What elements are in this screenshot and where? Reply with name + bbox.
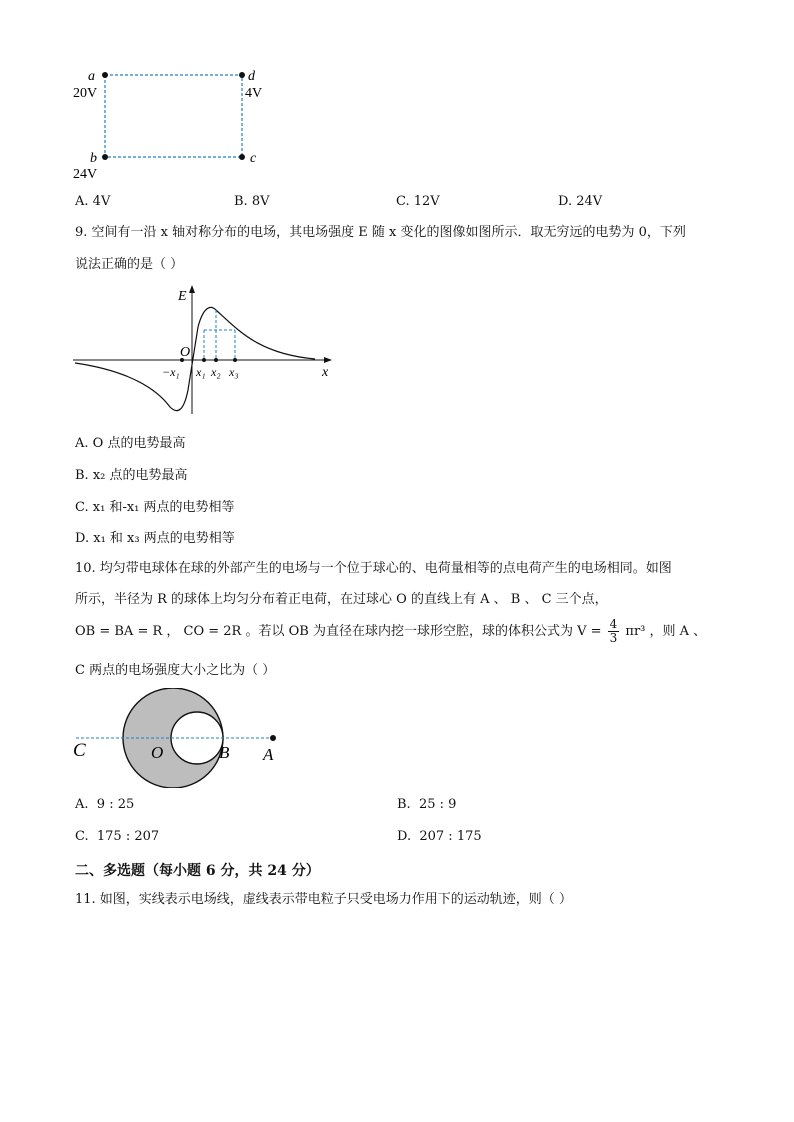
q10-label-C: C: [73, 740, 86, 761]
q9-point-x1: [202, 358, 206, 362]
q8-voltage-a: 20V: [73, 86, 98, 101]
q9-label-x1: x₁: [196, 365, 206, 379]
q8-label-a: a: [88, 69, 95, 84]
q9-label-x2: x₂: [211, 365, 221, 379]
q9-option-a[interactable]: A. O 点的电势最高: [75, 436, 186, 451]
q9-point-x3: [233, 358, 237, 362]
q8-option-b[interactable]: B. 8V: [234, 194, 270, 209]
q9-label-E: E: [178, 289, 187, 304]
q10-stem-line4: C 两点的电场强度大小之比为（ ）: [75, 663, 276, 678]
q10-stem-line3: [75, 618, 706, 645]
q9-label-O: O: [180, 345, 191, 360]
q10-fraction-numerator: 4: [609, 617, 618, 631]
q9-e-axis-arrow: [189, 285, 195, 293]
q9-option-b[interactable]: B. x₂ 点的电势最高: [75, 468, 188, 483]
q9-stem-line1: 9. 空间有一沿 x 轴对称分布的电场，其电场强度 E 随 x 变化的图像如图所示．取无穷远的电势为 0，下列: [75, 225, 686, 240]
q9-point-x2: [214, 358, 218, 362]
q9-e-curve: [75, 307, 315, 410]
q9-label-x3: x₃: [229, 365, 239, 379]
q10-point-A: [270, 735, 276, 741]
q8-point-c: [239, 154, 245, 160]
q10-stem-line3-part2: πr³ ，则 A 、: [625, 624, 707, 639]
q10-sphere-figure: [70, 688, 290, 788]
q10-stem-line3-part1: OB = BA = R ， CO = 2R 。若以 OB 为直径在球内挖一球形空腔，球的体积公式为 V =: [75, 624, 602, 639]
q10-fraction-denominator: 3: [609, 631, 618, 645]
q9-option-c[interactable]: C. x₁ 和-x₁ 两点的电势相等: [75, 500, 235, 515]
q8-option-a[interactable]: A. 4V: [75, 194, 111, 209]
q8-label-b: b: [90, 151, 97, 166]
q8-point-d: [239, 72, 245, 78]
q8-point-b: [102, 154, 108, 160]
q10-option-a[interactable]: A. 9 : 25: [75, 797, 135, 812]
q10-label-O: O: [151, 743, 164, 762]
q8-label-c: c: [250, 151, 257, 166]
q10-label-A: A: [263, 745, 274, 764]
q9-e-field-graph: [70, 282, 340, 422]
q10-option-b[interactable]: B. 25 : 9: [397, 797, 457, 812]
q10-option-c[interactable]: C. 175 : 207: [75, 829, 160, 844]
q9-option-d[interactable]: D. x₁ 和 x₃ 两点的电势相等: [75, 531, 235, 546]
q8-option-d[interactable]: D. 24V: [558, 194, 603, 209]
q8-option-c[interactable]: C. 12V: [396, 194, 440, 209]
q9-x-axis-arrow: [324, 357, 332, 363]
q10-stem-line1: 10. 均匀带电球体在球的外部产生的电场与一个位于球心的、电荷量相等的点电荷产生的电场相同。如图: [75, 561, 672, 576]
section-2-title: 二、多选题（每小题 6 分，共 24 分）: [75, 863, 320, 879]
q8-dashed-rectangle: [105, 75, 242, 157]
q8-point-a: [102, 72, 108, 78]
q9-stem-line2: 说法正确的是（ ）: [75, 257, 184, 272]
q8-rectangle-figure: [60, 60, 290, 190]
q8-voltage-b: 24V: [73, 167, 98, 182]
q8-voltage-d: 4V: [245, 86, 263, 101]
q10-label-B: B: [219, 743, 230, 762]
q8-label-d: d: [248, 69, 255, 84]
q9-label-neg-x1: −x₁: [162, 365, 180, 379]
q10-stem-line2: 所示，半径为 R 的球体上均匀分布着正电荷，在过球心 O 的直线上有 A 、 B 、 C 三个点，: [75, 592, 608, 607]
q10-option-d[interactable]: D. 207 : 175: [397, 829, 482, 844]
q10-fraction-4-3: [608, 618, 620, 645]
q11-stem: 11. 如图，实线表示电场线，虚线表示带电粒子只受电场力作用下的运动轨迹，则（ ）: [75, 892, 572, 907]
q9-label-x: x: [322, 365, 329, 380]
